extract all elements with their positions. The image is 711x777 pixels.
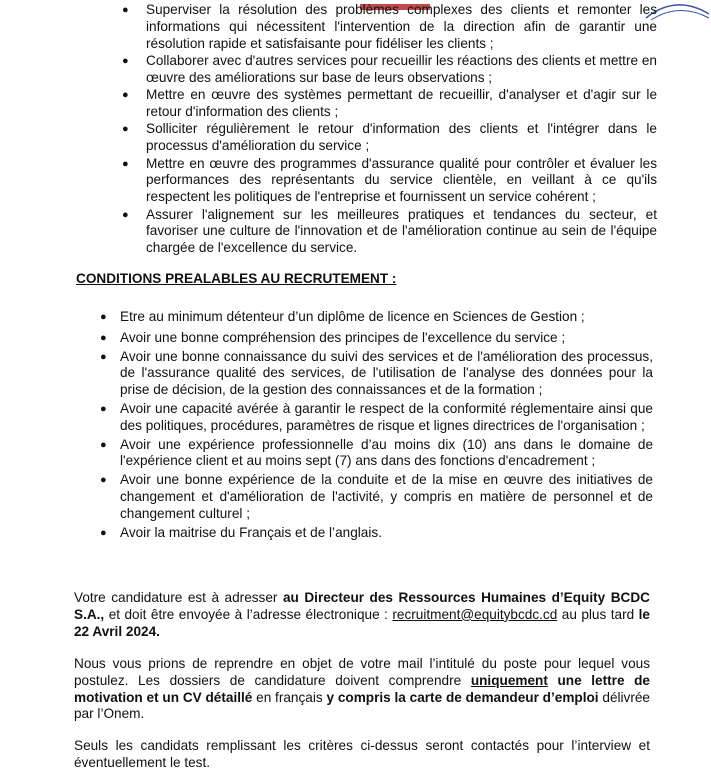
list-item: ● Assurer l'alignement sur les meilleures pratiques et tendances du secteur, et favoriser une culture de l'innovation et de l'amélioration continue au sein de l'équipe chargée de l'excellence du service. (122, 206, 657, 256)
list-item: ● Superviser la résolution des problèmes complexes des clients et remonter les informations qui nécessitent l'intervention de la direction afin de garantir une résolution rapide et satisfaisante pour fidéliser les clients ; (122, 2, 657, 51)
uniquement-text: uniquement (470, 672, 548, 688)
list-item: ● Avoir la maitrise du Français et de l’anglais. (100, 524, 382, 540)
list-item: ● Avoir une bonne compréhension des principes de l'excellence du service ; (100, 329, 566, 345)
conditions-heading: CONDITIONS PREALABLES AU RECRUTEMENT : (76, 271, 397, 286)
application-paragraph: Votre candidature est à adresser au Directeur des Ressources Humaines d’Equity BCDC S.A., et doit être envoyée à l’adresse électronique : recruitment@equitybcdc.cd au plus tard le 22 Avril 2024. (74, 590, 650, 639)
list-item: ● Avoir une bonne expérience de la conduite et de la mise en œuvre des initiatives de changement et d'amélioration de l'activité, y compris en matière de personnel et de changement culturel ; (100, 472, 653, 521)
closing-paragraph: Seuls les candidats remplissant les critères ci-dessus seront contactés pour l’interview et éventuellement le test. (74, 738, 650, 770)
bullet-icon: ● (100, 526, 107, 539)
list-item: ● Mettre en œuvre des programmes d'assurance qualité pour contrôler et évaluer les performances des représentants du service clientèle, en veillant à ce qu'ils respectent les politiques de l'entreprise et fournissent un service cohérent ; (122, 155, 657, 205)
deadline-text: le 22 Avril 2024. (74, 606, 650, 639)
conditions-list (100, 309, 653, 543)
bullet-icon: ● (100, 474, 107, 487)
bullet-icon: ● (122, 157, 129, 170)
bullet-icon: ● (122, 123, 129, 136)
list-item: ● Mettre en œuvre des systèmes permettant de recueillir, d'analyser et d'agir sur le retour d'information des clients ; (122, 87, 657, 119)
bullet-icon: ● (100, 350, 107, 363)
bullet-icon: ● (100, 311, 107, 323)
bullet-icon: ● (122, 54, 129, 67)
responsibilities-list (122, 2, 657, 258)
bullet-icon: ● (100, 438, 107, 451)
bullet-icon: ● (100, 402, 107, 415)
bullet-icon: ● (122, 89, 129, 102)
recipient-text: au Directeur des Ressources Humaines d’Equity BCDC S.A., (74, 590, 650, 622)
instructions-paragraph: Nous vous prions de reprendre en objet de votre mail l’intitulé du poste pour lequel vous postulez. Les dossiers de candidature doivent comprendre uniquement une lettre de motivation et un CV détaillé en français y compris la carte de demandeur d’emploi délivrée par l’Onem. (74, 656, 650, 722)
list-item: ● Avoir une bonne connaissance du suivi des services et de l'amélioration des processus, de l'assurance qualité des services, de l'utilisation de l'analyse des données pour la prise de décision, de la gestion des connaissances et de la formation ; (100, 348, 653, 398)
list-item: ● Avoir une capacité avérée à garantir le respect de la conformité réglementaire ainsi que des politiques, procédures, paramètres de risque et lignes directrices de l'organisation ; (100, 400, 653, 433)
bullet-icon: ● (122, 4, 129, 16)
list-item: ● Etre au minimum détenteur d’un diplôme de licence en Sciences de Gestion ; (100, 309, 585, 324)
list-item: ● Avoir une expérience professionnelle d’au moins dix (10) ans dans le domaine de l'expérience client et au moins sept (7) ans dans des fonctions d'encadrement ; (100, 436, 653, 469)
bullet-icon: ● (100, 331, 107, 344)
bullet-icon: ● (122, 208, 129, 221)
list-item: ● Collaborer avec d'autres services pour recueillir les réactions des clients et mettre en œuvre des améliorations sur base de leurs observations ; (122, 52, 657, 85)
email-link[interactable]: recruitment@equitybcdc.cd (392, 606, 558, 622)
list-item: ● Solliciter régulièrement le retour d'information des clients et l'intégrer dans le processus d'amélioration du service ; (122, 121, 657, 154)
